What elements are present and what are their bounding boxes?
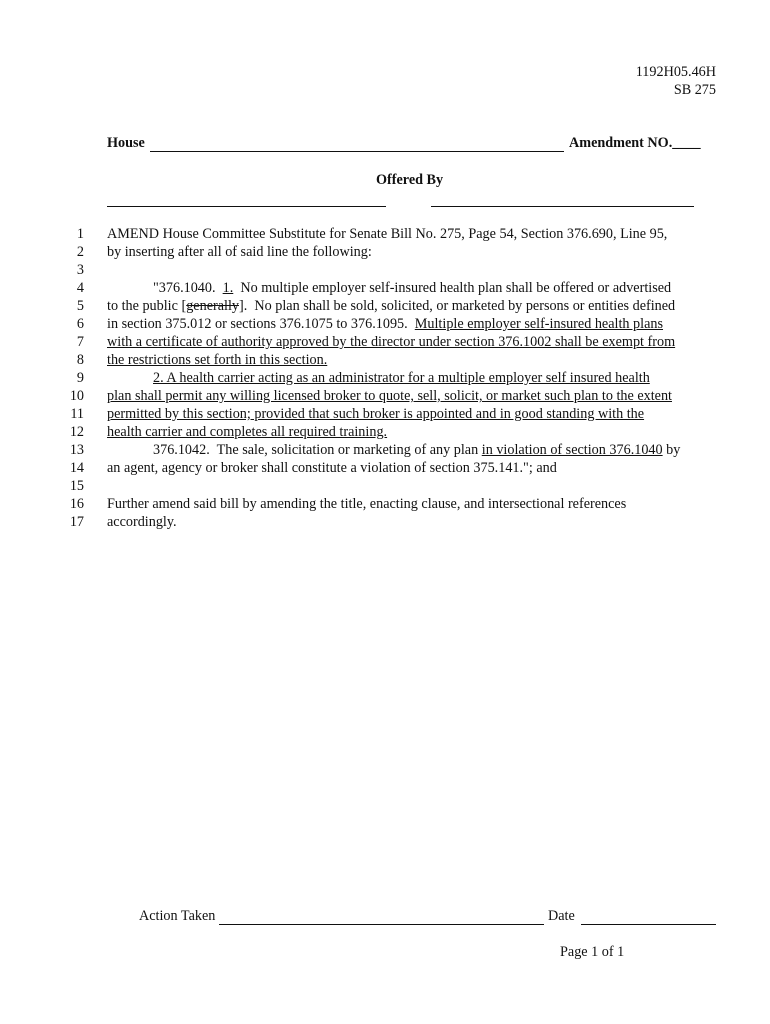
line-number: 8 — [76, 352, 84, 368]
line-number: 16 — [69, 496, 84, 512]
line-number: 6 — [76, 316, 84, 332]
line-number: 5 — [76, 298, 84, 314]
body-line-16: Further amend said bill by amending the title, enacting clause, and intersectional references — [107, 496, 627, 512]
line-number: 11 — [70, 406, 84, 422]
line-number: 9 — [76, 370, 84, 386]
offered-by-rule-left — [107, 206, 386, 207]
line-number: 10 — [69, 388, 84, 404]
body-line-8: the restrictions set forth in this section. — [107, 352, 328, 368]
house-blank-rule — [150, 151, 564, 152]
body-line-5: to the public [generally]. No plan shall be sold, solicited, or marketed by persons or entities defined — [107, 298, 676, 314]
body-line-2: by inserting after all of said line the following: — [107, 244, 372, 260]
line-number: 2 — [76, 244, 84, 260]
line-number: 14 — [69, 460, 84, 476]
inserted-text: 1. — [222, 280, 234, 296]
house-label: House — [107, 135, 145, 151]
body-line-12: health carrier and completes all required training. — [107, 424, 388, 440]
offered-by-rule-right — [431, 206, 694, 207]
inserted-text: Multiple employer self-insured health plans — [414, 316, 664, 332]
date-label: Date — [548, 908, 575, 924]
line-number: 4 — [76, 280, 84, 296]
date-rule — [581, 924, 716, 925]
bill-number: SB 275 — [673, 82, 716, 98]
body-line-1: AMEND House Committee Substitute for Senate Bill No. 275, Page 54, Section 376.690, Line 95, — [107, 226, 668, 242]
body-line-14: an agent, agency or broker shall constitute a violation of section 375.141."; and — [107, 460, 557, 476]
action-taken-rule — [219, 924, 544, 925]
inserted-text: in violation of section 376.1040 — [481, 442, 663, 458]
page-number: Page 1 of 1 — [560, 944, 625, 960]
line-number: 15 — [69, 478, 84, 494]
line-number: 7 — [76, 334, 84, 350]
body-line-4: "376.1040. 1. No multiple employer self-insured health plan shall be offered or advertised — [153, 280, 672, 296]
line-number: 13 — [69, 442, 84, 458]
line-number: 17 — [69, 514, 84, 530]
body-line-17: accordingly. — [107, 514, 177, 530]
body-line-11: permitted by this section; provided that such broker is appointed and in good standing with the — [107, 406, 645, 422]
line-number: 12 — [69, 424, 84, 440]
body-line-6: in section 375.012 or sections 376.1075 to 376.1095. Multiple employer self-insured health plans — [107, 316, 664, 332]
amendment-number-label: Amendment NO.____ — [569, 135, 701, 151]
document-id: 1192H05.46H — [635, 64, 716, 80]
line-number: 1 — [76, 226, 84, 242]
offered-by-label: Offered By — [376, 172, 444, 188]
body-line-9: 2. A health carrier acting as an administrator for a multiple employer self insured health — [153, 370, 650, 386]
body-line-10: plan shall permit any willing licensed broker to quote, sell, solicit, or market such plan to the extent — [107, 388, 672, 404]
action-taken-label: Action Taken — [139, 908, 216, 924]
body-line-7: with a certificate of authority approved by the director under section 376.1002 shall be exempt from — [107, 334, 676, 350]
deleted-text: generally — [186, 298, 239, 314]
body-line-13: 376.1042. The sale, solicitation or marketing of any plan in violation of section 376.1040 by — [153, 442, 681, 458]
line-number: 3 — [76, 262, 84, 278]
